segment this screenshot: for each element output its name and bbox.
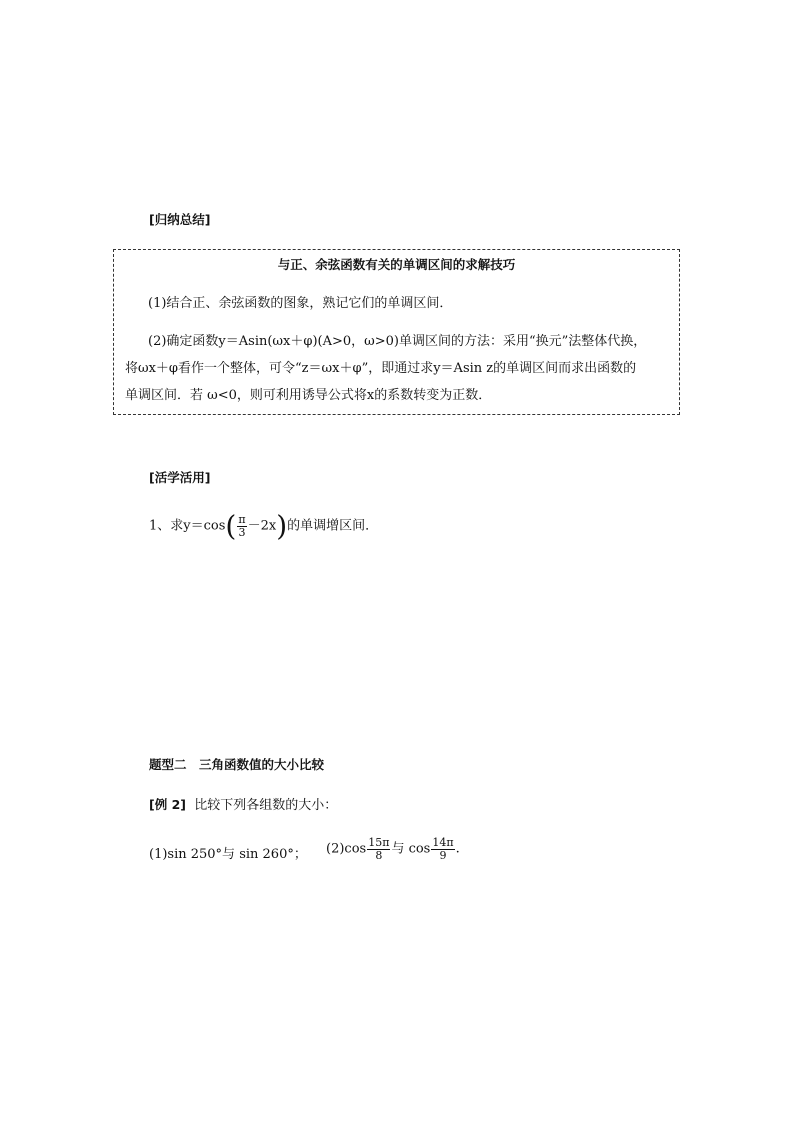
example-item-1: (1)sin 250°与 sin 260°； [149,847,307,862]
item2-fraction-1-denominator: 8 [375,849,383,862]
example-item-2 [326,837,460,862]
right-paren: ) [276,509,288,543]
example-text: 比较下列各组数的大小： [194,798,338,813]
item2-fraction-2 [431,837,454,862]
summary-heading: [归纳总结] [149,212,211,227]
q1-fraction [237,514,246,539]
example-2 [149,795,337,816]
item2-prefix: (2)cos [326,841,367,857]
q1-prefix: 1、求y＝cos [149,518,226,534]
item2-fraction-2-denominator: 9 [439,849,447,862]
item2-fraction-1 [367,837,390,862]
item2-fraction-1-numerator: 15π [368,836,390,849]
summary-point-1: (1)结合正、余弦函数的图象，熟记它们的单调区间． [148,296,453,311]
q1-tail: －2x [247,518,277,534]
item2-end: . [455,841,460,857]
summary-point-2-line-2: 将ωx＋φ看作一个整体，可令“z＝ωx＋φ”，即通过求y＝Asin z的单调区间而求出函数的 [125,361,637,376]
summary-box-title: 与正、余弦函数有关的单调区间的求解技巧 [277,257,516,272]
summary-box [113,249,680,415]
q1-fraction-numerator: π [238,513,246,526]
summary-point-2-line-1: (2)确定函数y＝Asin(ωx＋φ)(A>0，ω>0)单调区间的方法：采用“换元”法整体代换， [148,334,647,349]
q1-suffix: 的单调增区间． [287,518,379,534]
practice-question-1 [149,509,379,543]
q1-fraction-denominator: 3 [238,526,246,539]
practice-heading: [活学活用] [149,470,211,485]
example-label: [例 2] [149,797,186,812]
item2-fraction-2-numerator: 14π [432,836,454,849]
section2-heading: 题型二 三角函数值的大小比较 [149,757,325,772]
item2-mid: 与 cos [391,841,431,857]
left-paren: ( [225,509,237,543]
summary-point-2-line-3: 单调区间．若 ω<0，则可利用诱导公式将x的系数转变为正数． [125,388,492,403]
